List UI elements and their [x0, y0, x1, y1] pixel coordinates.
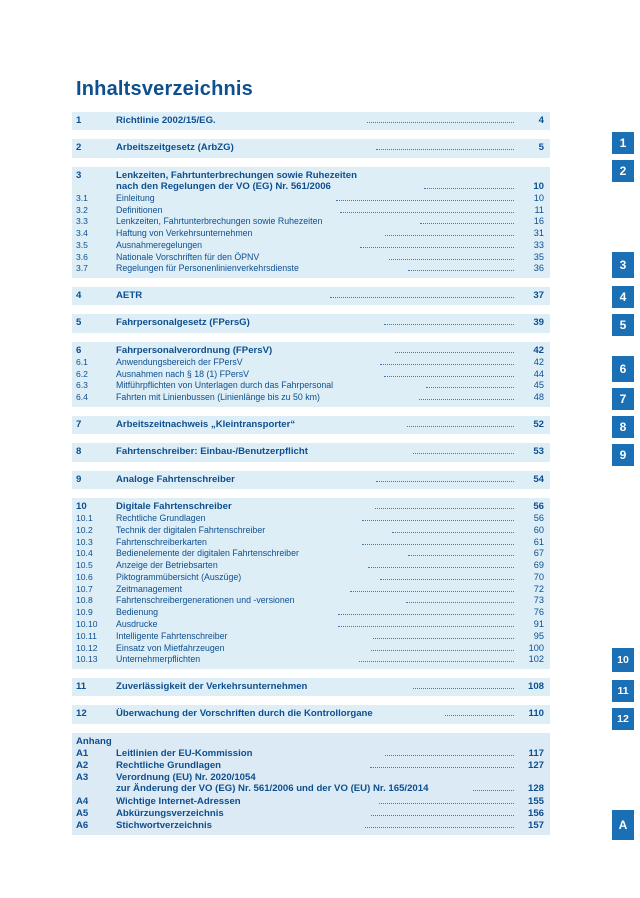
leader-dots [473, 790, 514, 791]
toc-group-11 [72, 678, 550, 696]
toc-entry-label: Nationale Vorschriften für den ÖPNV [116, 251, 260, 262]
toc-entry[interactable] [76, 607, 544, 619]
toc-entry[interactable] [76, 525, 544, 537]
toc-entry-number: 10.11 [76, 630, 97, 641]
spacer [76, 489, 552, 498]
toc-entry-label: Ausdrucke [116, 618, 158, 629]
chapter-tab-9[interactable]: 9 [612, 444, 634, 466]
leader-dots [392, 532, 514, 533]
leader-dots [384, 324, 514, 325]
chapter-tab-4[interactable]: 4 [612, 286, 634, 308]
leader-dots [338, 614, 514, 615]
leader-dots [365, 827, 514, 828]
toc-entry-number: 11 [76, 681, 87, 693]
toc-entry-page: 157 [527, 820, 544, 832]
spacer [76, 669, 552, 678]
chapter-tab-11[interactable]: 11 [612, 680, 634, 702]
leader-dots [368, 567, 514, 568]
toc-entry-number: 3 [76, 169, 82, 181]
toc-entry-continued[interactable] [76, 783, 544, 795]
page-title: Inhaltsverzeichnis [76, 78, 253, 100]
toc-entry-page: 76 [533, 607, 545, 618]
toc-entry-label: Piktogrammübersicht (Auszüge) [116, 571, 242, 582]
spacer [76, 130, 552, 139]
toc-entry-label: Anzeige der Betriebsarten [116, 560, 218, 571]
toc-entry-number: 10 [76, 500, 87, 512]
toc-entry[interactable] [76, 820, 544, 832]
toc-entry-number: 6.3 [76, 380, 88, 391]
toc-entry-label: Analoge Fahrtenschreiber [116, 473, 235, 485]
chapter-tab-3[interactable]: 3 [612, 252, 634, 278]
toc-entry[interactable] [76, 808, 544, 820]
toc-entry[interactable] [76, 357, 544, 369]
toc-entry[interactable] [76, 317, 544, 329]
spacer [76, 434, 552, 443]
toc-entry[interactable] [76, 643, 544, 655]
spacer [76, 407, 552, 416]
toc-entry-label: Zeitmanagement [116, 583, 183, 594]
leader-dots [426, 387, 514, 388]
anhang-heading: Anhang [76, 735, 112, 747]
toc-entry-label: Lenkzeiten, Fahrtunterbrechungen sowie Ruhezeiten [116, 169, 357, 181]
toc-group-3 [72, 167, 550, 279]
chapter-tab-7[interactable]: 7 [612, 388, 634, 410]
leader-dots [389, 259, 514, 260]
toc-entry[interactable] [76, 205, 544, 217]
chapter-tabs [614, 0, 640, 898]
toc-entry-page: 72 [533, 583, 545, 594]
toc-entry-label: Arbeitszeitgesetz (ArbZG) [116, 142, 234, 154]
toc-entry-label: Ausnahmen nach § 18 (1) FPersV [116, 368, 250, 379]
toc-entry-label: Fahrten mit Linienbussen (Linienlänge bis zu 50 km) [116, 392, 320, 403]
leader-dots [367, 122, 514, 123]
leader-dots [379, 803, 514, 804]
toc-entry-page: 110 [528, 708, 544, 720]
toc-entry-label: Fahrtenschreiberkarten [116, 536, 207, 547]
toc-entry[interactable] [76, 369, 544, 381]
toc-entry-number: 10.12 [76, 642, 98, 653]
toc-entry-number: 10.10 [76, 618, 98, 629]
toc-entry-number: 8 [76, 446, 82, 458]
toc-entry[interactable] [76, 681, 544, 693]
toc-group-5 [72, 314, 550, 332]
toc-entry[interactable] [76, 263, 544, 275]
toc-entry-page: 70 [533, 571, 545, 582]
toc-entry-label: Leitlinien der EU-Kommission [116, 747, 253, 759]
toc-entry-number: A2 [76, 760, 89, 772]
toc-entry[interactable] [76, 290, 544, 302]
toc-entry-number: 3.4 [76, 228, 88, 239]
leader-dots [445, 715, 514, 716]
toc-entry-label: Digitale Fahrtenschreiber [116, 500, 232, 512]
toc-entry-number: 10.6 [76, 571, 93, 582]
toc-entry[interactable] [76, 193, 544, 205]
toc-entry-page: 45 [533, 380, 545, 391]
toc-entry-page: 56 [533, 500, 545, 512]
toc-entry-page: 31 [533, 228, 544, 239]
toc-entry[interactable] [76, 345, 544, 357]
toc-entry-number: A1 [76, 747, 89, 759]
toc-entry-page: 16 [533, 216, 544, 227]
toc-group-12 [72, 705, 550, 723]
toc-entry[interactable] [76, 446, 544, 458]
toc-entry-number: 3.3 [76, 216, 88, 227]
toc-entry[interactable] [76, 216, 544, 228]
toc-entry-label: Einleitung [116, 192, 155, 203]
toc-entry-page: 39 [533, 317, 545, 329]
toc-entry-page: 35 [533, 251, 544, 262]
toc-entry-page: 56 [533, 513, 544, 524]
toc-entry-page: 108 [528, 681, 545, 693]
toc-entry[interactable] [76, 760, 544, 772]
toc-entry[interactable] [76, 115, 544, 127]
chapter-tab-2[interactable]: 2 [612, 160, 634, 182]
toc-entry-number: 6 [76, 344, 82, 356]
leader-dots [371, 815, 514, 816]
toc-entry-label: Mitführpflichten von Unterlagen durch das Fahrpersonal [116, 380, 334, 391]
leader-dots [370, 767, 514, 768]
toc-entry-number: 1 [76, 115, 82, 126]
toc-entry-number: 2 [76, 142, 82, 154]
toc-entry-number: 6.1 [76, 356, 88, 367]
toc-entry-number: 10.4 [76, 548, 93, 559]
leader-dots [385, 755, 514, 756]
toc-entry-number: 10.9 [76, 607, 93, 618]
toc-entry-label: Fahrpersonalgesetz (FPersG) [116, 317, 250, 329]
toc-entry-label: Abkürzungsverzeichnis [116, 807, 224, 819]
leader-dots [373, 638, 514, 639]
toc-entry-page: 42 [533, 344, 545, 356]
toc-entry-label: Einsatz von Mietfahrzeugen [116, 642, 225, 653]
leader-dots [376, 481, 514, 482]
leader-dots [408, 270, 514, 271]
toc-entry-label: Anwendungsbereich der FPersV [116, 356, 243, 367]
toc-entry-page: 95 [533, 630, 544, 641]
toc-entry-page: 44 [533, 368, 545, 379]
leader-dots [362, 544, 514, 545]
toc-entry-page: 37 [533, 290, 544, 302]
toc-entry-label: Ausnahmeregelungen [116, 239, 203, 250]
toc-entry-label: Bedienelemente der digitalen Fahrtenschreiber [116, 548, 299, 559]
toc-entry-number: 10.7 [76, 583, 93, 594]
toc-entry-number: 10.1 [76, 513, 93, 524]
spacer [76, 724, 552, 733]
toc-entry-page: 54 [533, 473, 545, 485]
leader-dots [384, 376, 515, 377]
toc-entry-number: 9 [76, 473, 82, 485]
toc-entry-label: Wichtige Internet-Adressen [116, 795, 241, 807]
leader-dots [362, 520, 514, 521]
toc-entry-number: A6 [76, 820, 89, 832]
leader-dots [376, 149, 514, 150]
toc-entry[interactable] [76, 170, 544, 181]
toc-entry-number: 4 [76, 290, 82, 302]
toc-entry-number: 3.7 [76, 263, 88, 274]
toc-group-2 [72, 139, 550, 157]
toc-entry-label-2: nach den Regelungen der VO (EG) Nr. 561/2006 [116, 180, 331, 192]
toc-entry[interactable] [76, 548, 544, 560]
toc-entry-label: Technik der digitalen Fahrtenschreiber [116, 524, 266, 535]
toc-group-6 [72, 342, 550, 407]
toc-entry-page: 127 [527, 760, 544, 772]
toc-entry-page: 4 [538, 115, 544, 126]
toc-entry-page: 48 [533, 392, 544, 403]
toc-entry-label: Stichwortverzeichnis [116, 820, 212, 832]
toc-entry[interactable] [76, 748, 544, 760]
toc-entry[interactable] [76, 513, 544, 525]
spacer [76, 278, 552, 287]
toc-entry[interactable] [76, 380, 544, 392]
toc-entry-page: 69 [533, 560, 544, 571]
toc-entry[interactable] [76, 595, 544, 607]
spacer [76, 333, 552, 342]
toc-entry-page: 36 [533, 263, 544, 274]
toc-entry-page: 42 [533, 356, 544, 367]
toc-entry[interactable] [76, 619, 544, 631]
leader-dots [413, 688, 514, 689]
leader-dots [407, 426, 514, 427]
toc-entry-page: 10 [533, 180, 544, 192]
spacer [76, 462, 552, 471]
toc-group-8 [72, 443, 550, 461]
toc-entry-page: 73 [533, 595, 544, 606]
leader-dots [375, 508, 514, 509]
toc-entry[interactable] [76, 584, 544, 596]
leader-dots [408, 555, 514, 556]
spacer [76, 305, 552, 314]
toc-entry-page: 11 [534, 204, 544, 215]
chapter-tab-8[interactable]: 8 [612, 416, 634, 438]
toc-entry-number: A5 [76, 807, 89, 819]
chapter-tab-anhang[interactable]: A [612, 810, 634, 840]
chapter-tab-1[interactable]: 1 [612, 132, 634, 154]
toc-entry[interactable] [76, 631, 544, 643]
toc-entry-number: 10.2 [76, 524, 93, 535]
chapter-tab-6[interactable]: 6 [612, 356, 634, 382]
toc-entry-label: Überwachung der Vorschriften durch die Kontrollorgane [116, 708, 373, 720]
toc-entry-label: Bedienung [116, 607, 159, 618]
anhang-heading-row [76, 736, 544, 748]
leader-dots [380, 579, 514, 580]
leader-dots [340, 212, 514, 213]
toc-entry-label: Fahrtenschreibergenerationen und -versionen [116, 595, 295, 606]
toc-entry[interactable] [76, 537, 544, 549]
toc-entry[interactable] [76, 392, 544, 404]
toc-entry-number: 3.6 [76, 251, 88, 262]
toc-entry-number: 10.3 [76, 536, 93, 547]
toc-entry-page: 91 [533, 618, 544, 629]
toc-entry-page: 53 [533, 446, 544, 458]
toc-group-anhang [72, 733, 550, 836]
toc-entry-label: Lenkzeiten, Fahrtunterbrechungen sowie Ruhezeiten [116, 216, 323, 227]
leader-dots [413, 453, 514, 454]
toc-entry-number: 3.1 [76, 192, 88, 203]
toc-entry[interactable] [76, 772, 544, 783]
toc-entry[interactable] [76, 708, 544, 720]
toc-entry-continued[interactable] [76, 181, 544, 193]
chapter-tab-10[interactable]: 10 [612, 648, 634, 672]
spacer [76, 158, 552, 167]
toc-entry-label: Rechtliche Grundlagen [116, 513, 206, 524]
leader-dots [371, 650, 514, 651]
toc-entry-label: Richtlinie 2002/15/EG. [116, 115, 216, 126]
toc-entry-page: 33 [533, 239, 544, 250]
leader-dots [385, 235, 514, 236]
toc-entry-page: 117 [528, 747, 544, 759]
toc-entry-number: 12 [76, 708, 87, 720]
toc-entry-label: Verordnung (EU) Nr. 2020/1054 [116, 772, 256, 784]
toc-entry-label-2: zur Änderung der VO (EG) Nr. 561/2006 und der VO (EU) Nr. 165/2014 [116, 783, 429, 795]
toc-group-4 [72, 287, 550, 305]
toc-entry-number: 5 [76, 317, 82, 329]
toc-entry-page: 60 [533, 524, 545, 535]
toc-entry-number: A3 [76, 772, 89, 784]
toc-entry-page: 10 [533, 192, 545, 203]
toc-entry[interactable] [76, 474, 544, 486]
toc-entry[interactable] [76, 142, 544, 154]
toc-entry[interactable] [76, 240, 544, 252]
toc-entry-number: A4 [76, 795, 89, 807]
toc-entry-page: 100 [528, 642, 544, 653]
leader-dots [395, 352, 514, 353]
leader-dots [359, 661, 514, 662]
toc-entry-label: Regelungen für Personenlinienverkehrsdienste [116, 263, 299, 274]
chapter-tab-5[interactable]: 5 [612, 314, 634, 336]
toc-entry-page: 102 [528, 654, 545, 665]
toc-entry-number: 10.5 [76, 560, 93, 571]
toc-entry-label: AETR [116, 290, 143, 302]
toc-entry-number: 10.8 [76, 595, 93, 606]
toc-entry-number: 6.2 [76, 368, 88, 379]
toc-entry-page: 52 [533, 419, 545, 431]
toc-entry-number: 6.4 [76, 392, 88, 403]
toc-entry-page: 128 [527, 783, 544, 795]
toc-entry[interactable] [76, 572, 544, 584]
toc-entry[interactable] [76, 252, 544, 264]
leader-dots [336, 200, 514, 201]
leader-dots [424, 188, 514, 189]
toc-group-10 [72, 498, 550, 669]
leader-dots [406, 602, 514, 603]
leader-dots [419, 399, 514, 400]
leader-dots [360, 247, 514, 248]
toc-entry[interactable] [76, 654, 544, 666]
toc-entry[interactable] [76, 560, 544, 572]
toc-entry[interactable] [76, 228, 544, 240]
toc-entry-label: Rechtliche Grundlagen [116, 760, 222, 772]
leader-dots [338, 626, 514, 627]
toc-group-7 [72, 416, 550, 434]
toc-entry-page: 61 [533, 536, 545, 547]
spacer [76, 696, 552, 705]
toc-entry-page: 156 [528, 807, 545, 819]
toc-entry-number: 7 [76, 419, 82, 431]
toc-entry-page: 155 [527, 795, 544, 807]
leader-dots [380, 364, 514, 365]
chapter-tab-12[interactable]: 12 [612, 708, 634, 730]
toc-entry-page: 67 [533, 548, 544, 559]
toc-entry-label: Arbeitszeitnachweis „Kleintransporter“ [116, 419, 296, 431]
toc-entry-label: Haftung von Verkehrsunternehmen [116, 228, 253, 239]
toc-group-9 [72, 471, 550, 489]
toc-entry-number: 10.13 [76, 654, 98, 665]
toc-entry-number: 3.5 [76, 239, 88, 250]
toc-group-1 [72, 112, 550, 130]
toc-entry[interactable] [76, 796, 544, 808]
toc-entry-page: 5 [538, 142, 544, 154]
leader-dots [420, 223, 514, 224]
toc-entry-number: 3.2 [76, 204, 88, 215]
toc-entry-label: Zuverlässigkeit der Verkehrsunternehmen [116, 681, 308, 693]
toc-entry-label: Fahrtenschreiber: Einbau-/Benutzerpflicht [116, 446, 308, 458]
toc-list [76, 112, 552, 835]
toc-entry-label: Intelligente Fahrtenschreiber [116, 630, 228, 641]
toc-entry[interactable] [76, 419, 544, 431]
leader-dots [350, 591, 514, 592]
toc-entry-label: Fahrpersonalverordnung (FPersV) [116, 344, 273, 356]
toc-entry-label: Definitionen [116, 204, 163, 215]
leader-dots [330, 297, 514, 298]
toc-entry-label: Unternehmerpflichten [116, 654, 201, 665]
toc-entry[interactable] [76, 501, 544, 513]
